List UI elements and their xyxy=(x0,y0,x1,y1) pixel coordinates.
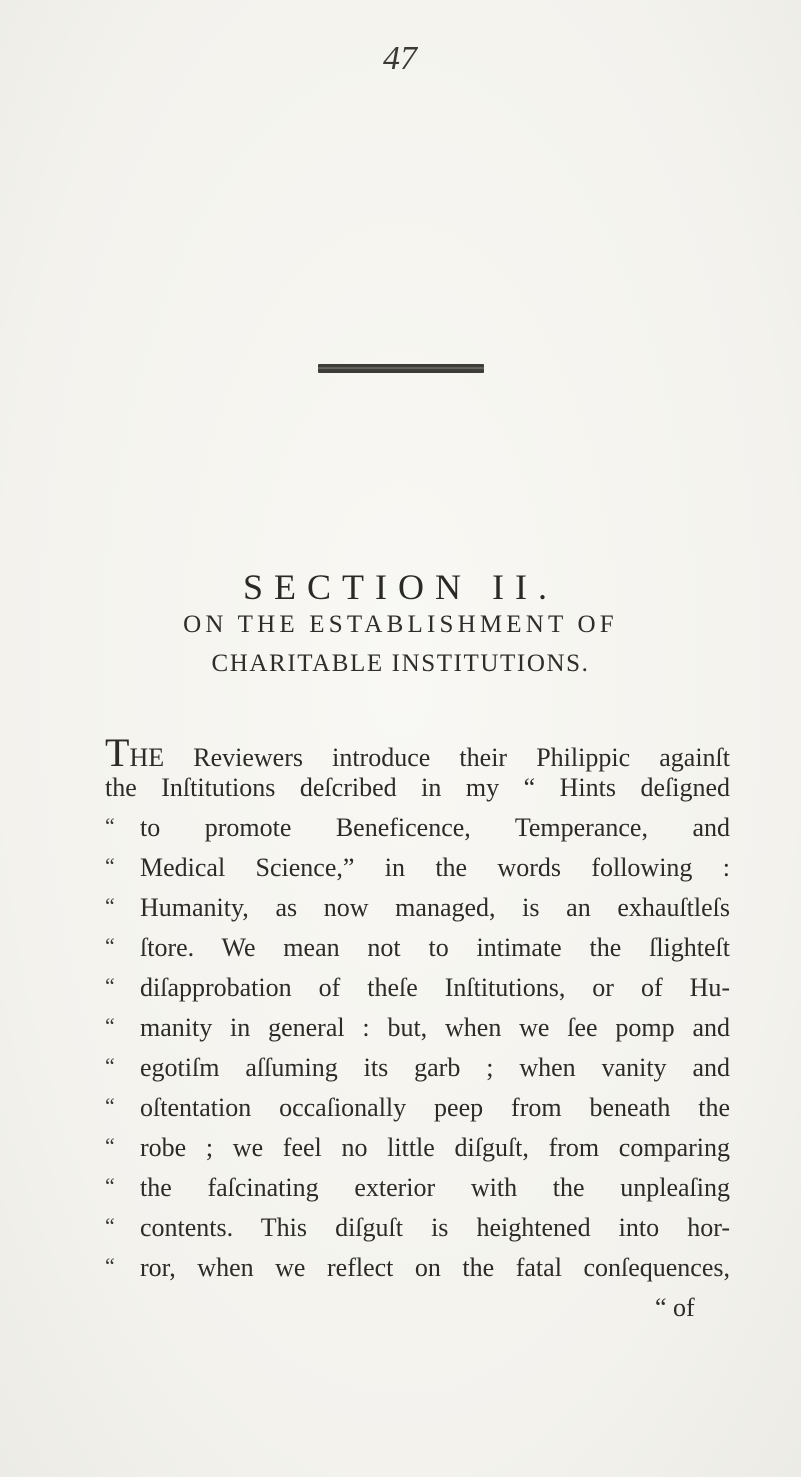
quote-mark: “ xyxy=(105,813,115,838)
line-text: robe ; we feel no little diſguſt, from comparing xyxy=(140,1133,730,1162)
line-text: HE Reviewers introduce their Philippic againſt xyxy=(129,743,730,772)
line-text: Humanity, as now managed, is an exhauſtleſs xyxy=(140,893,730,922)
quote-mark: “ xyxy=(105,853,115,878)
quote-mark: “ xyxy=(105,973,115,998)
quote-mark: “ xyxy=(105,1093,115,1118)
section-title: SECTION II. xyxy=(243,567,558,607)
ornamental-rule xyxy=(318,364,484,373)
quote-mark: “ xyxy=(105,1213,115,1238)
line-text: ror, when we reflect on the fatal conſequences, xyxy=(140,1253,730,1282)
line-text: the faſcinating exterior with the unpleaſing xyxy=(140,1173,730,1202)
line-text: egotiſm aſſuming its garb ; when vanity and xyxy=(140,1053,730,1082)
line-text: to promote Beneficence, Temperance, and xyxy=(140,813,730,842)
quote-mark: “ xyxy=(105,1013,115,1038)
line-text: diſapprobation of theſe Inſtitutions, or of Hu- xyxy=(140,973,730,1002)
quote-mark: “ xyxy=(105,1173,115,1198)
quote-mark: “ xyxy=(105,1053,115,1078)
section-subtitle-line-2: CHARITABLE INSTITUTIONS. xyxy=(211,650,590,677)
section-subtitle-line-1: ON THE ESTABLISHMENT OF xyxy=(183,611,618,638)
quote-mark: “ xyxy=(105,1133,115,1158)
drop-cap: T xyxy=(105,730,130,775)
line-text: contents. This diſguſt is heightened into hor- xyxy=(140,1213,730,1242)
page-number: 47 xyxy=(383,40,417,77)
line-text: oſtentation occaſionally peep from beneath the xyxy=(140,1093,730,1122)
quote-mark: “ xyxy=(105,893,115,918)
line-text: ſtore. We mean not to intimate the ſlighteſt xyxy=(140,933,730,962)
catchword: “ of xyxy=(655,1293,695,1322)
quote-mark: “ xyxy=(105,933,115,958)
quote-mark: “ xyxy=(105,1253,115,1278)
line-text: Medical Science,” in the words following : xyxy=(140,853,730,882)
line-text: manity in general : but, when we ſee pomp and xyxy=(140,1013,730,1042)
line-text: the Inſtitutions deſcribed in my “ Hints deſigned xyxy=(105,773,730,802)
